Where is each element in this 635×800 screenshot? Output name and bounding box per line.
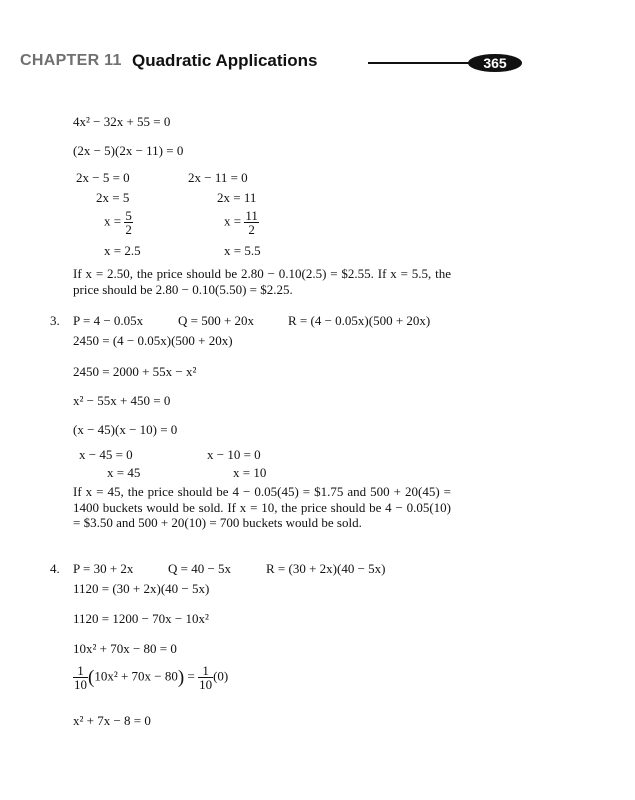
chapter-title: Quadratic Applications (132, 51, 318, 70)
price-function: P = 4 − 0.05x (73, 313, 144, 328)
equation: x² + 7x − 8 = 0 (73, 713, 151, 728)
equation: 2x = 5 (96, 190, 130, 205)
equation: x = 2.5 (104, 243, 141, 258)
equation: 2x − 11 = 0 (188, 170, 248, 185)
conclusion-paragraph: If x = 45, the price should be 4 − 0.05(45) = $1.75 and 500 + 20(45) = 1400 buckets would be sold. If x = 10, the price should be 4 − 0.05(10) = $3.50 and 500 + 20(10) = 700 buckets would be sold. (73, 484, 451, 530)
fraction (198, 664, 213, 691)
fraction-denominator: 2 (125, 222, 132, 237)
fraction-numerator: 1 (202, 663, 209, 678)
equals-sign: = (187, 668, 195, 684)
revenue-function: R = (30 + 2x)(40 − 5x) (266, 561, 386, 576)
fraction-equation (224, 209, 259, 236)
fraction-denominator: 10 (74, 677, 87, 692)
fraction-equation (104, 209, 133, 236)
quantity-function: Q = 500 + 20x (178, 313, 255, 328)
fraction (244, 209, 259, 236)
equation: 4x² − 32x + 55 = 0 (73, 114, 171, 129)
equation: (x − 45)(x − 10) = 0 (73, 422, 178, 437)
equation-lhs: x = (224, 213, 242, 229)
equation: 2450 = (4 − 0.05x)(500 + 20x) (73, 333, 233, 348)
equation: (2x − 5)(2x − 11) = 0 (73, 143, 184, 158)
equation: 2x = 11 (217, 190, 257, 205)
price-function: P = 30 + 2x (73, 561, 134, 576)
fraction-denominator: 10 (199, 677, 213, 692)
equation: 1120 = 1200 − 70x − 10x² (73, 611, 209, 626)
fraction-denominator: 2 (244, 222, 259, 236)
fraction-equation (73, 664, 228, 691)
equation-lhs: x = (104, 213, 122, 229)
fraction-numerator: 1 (77, 663, 84, 678)
paren-close: ) (177, 667, 185, 688)
equation-rhs: (0) (213, 668, 229, 684)
equation: x − 10 = 0 (207, 447, 261, 462)
fraction-numerator: 5 (125, 208, 132, 223)
equation: 10x² + 70x − 80 = 0 (73, 641, 177, 656)
page-number: 365 (468, 54, 522, 72)
header-rule (368, 62, 478, 64)
equation: 2450 = 2000 + 55x − x² (73, 364, 197, 379)
revenue-function: R = (4 − 0.05x)(500 + 20x) (288, 313, 431, 328)
conclusion-paragraph: If x = 2.50, the price should be 2.80 − 0.10(2.5) = $2.55. If x = 5.5, the price should be 2.80 − 0.10(5.50) = $2.25. (73, 266, 451, 297)
equation: x² − 55x + 450 = 0 (73, 393, 171, 408)
fraction (124, 209, 133, 236)
problem-number: 4. (50, 561, 60, 576)
paren-open: ( (88, 667, 95, 688)
quantity-function: Q = 40 − 5x (168, 561, 232, 576)
equation: x = 10 (233, 465, 267, 480)
equation-inner: 10x² + 70x − 80 (94, 668, 178, 684)
fraction-numerator: 11 (245, 208, 258, 223)
equation: x − 45 = 0 (79, 447, 133, 462)
problem-number: 3. (50, 313, 60, 328)
equation: x = 45 (107, 465, 141, 480)
fraction (73, 664, 88, 691)
chapter-label: CHAPTER 11 (20, 52, 122, 69)
equation: 1120 = (30 + 2x)(40 − 5x) (73, 581, 210, 596)
equation: 2x − 5 = 0 (76, 170, 130, 185)
equation: x = 5.5 (224, 243, 261, 258)
